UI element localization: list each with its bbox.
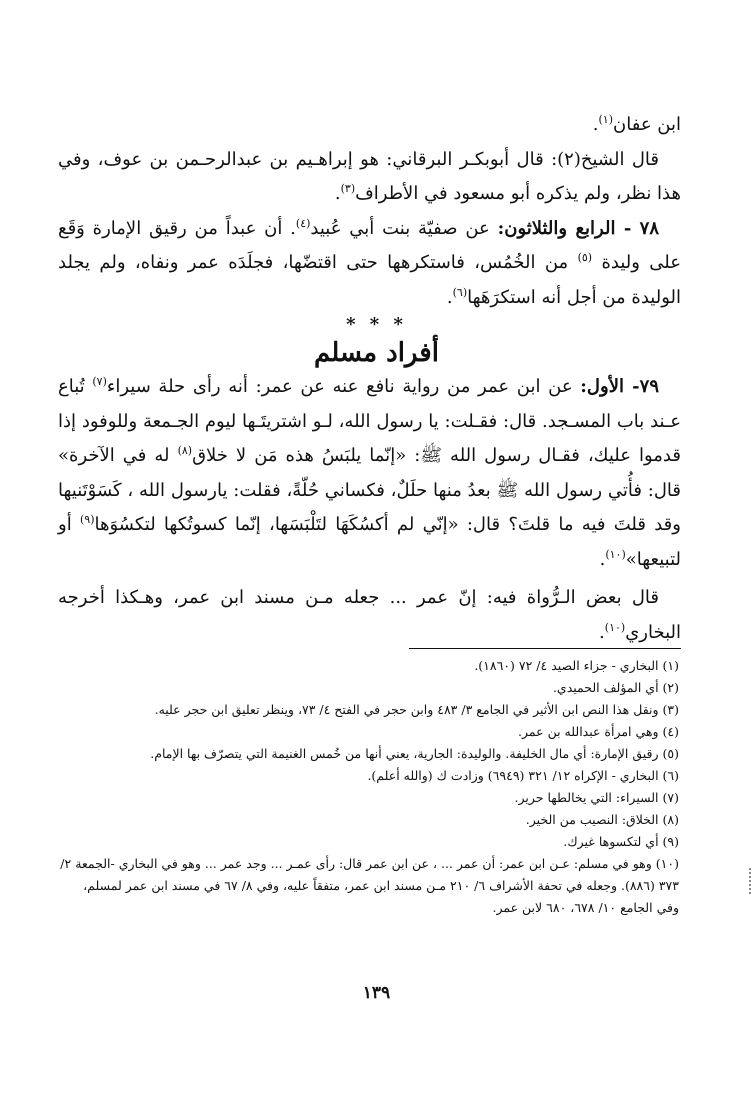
footnote-1: (١) البخاري - جزاء الصيد ٤/ ٧٢ (١٨٦٠). bbox=[474, 658, 679, 673]
hadith-79-end: . bbox=[599, 548, 606, 570]
hadith-78-end: . bbox=[446, 286, 453, 308]
footnote-4: (٤) وهي امرأة عبدالله بن عمر. bbox=[518, 724, 679, 739]
hadith-78-label: ٧٨ - الرابع والثلاثون: bbox=[497, 217, 659, 239]
hadith-78-text-2: . أن عبداً من رقيق الإمارة وَقَع على وليدة bbox=[58, 217, 681, 273]
section-divider-stars: * * * bbox=[346, 314, 407, 335]
section-heading: أفراد مسلم bbox=[314, 338, 439, 368]
footnote-ref: (٣) bbox=[340, 182, 356, 195]
footnote-separator bbox=[409, 648, 681, 649]
paragraph-1 bbox=[58, 108, 681, 143]
footnote-ref: (٦) bbox=[452, 285, 468, 299]
hadith-79-text-1: عن ابن عمر من رواية نافع عنه عن عمر: أنه رأى حلة سيراء bbox=[106, 376, 573, 397]
footnote-10: (١٠) وهو في مسلم: عـن ابن عمر: أن عمر ... ، عن ابن عمر قال: رأى عمـر ... وجد عمر ... وهو في البخاري -الجمعة ٢/ ٣٧٣ (٨٨٦). وجعله في تحفة الأشراف ٦/ ٢١٠ مـن مسند ابن عمر، متفقاً عليه، وفي ٨/ ٦٧ في مسند ابن عمر لمسلم، وفي الجامع ١٠/ ٦٧٨، ٦٨٠ لابن عمر. bbox=[60, 856, 679, 915]
main-text-top bbox=[58, 108, 681, 315]
footnote-ref: (١٠) bbox=[604, 620, 626, 634]
hadith-78 bbox=[58, 212, 681, 316]
footnote-2: (٢) أي المؤلف الحميدي. bbox=[552, 680, 679, 695]
p2-end: . bbox=[334, 183, 341, 204]
hadith-79-label: ٧٩- الأول: bbox=[580, 376, 659, 397]
p2-text: قال الشيخ(٢): قال أبوبكـر البرقاني: هو إبراهـيم بن عبدالرحـمن بن عوف، وفي هذا نظر، ولم يذكره أبو مسعود في الأطراف bbox=[58, 148, 681, 204]
hadith-79-text-4: أو لتبيعها» bbox=[58, 514, 681, 570]
footnote-9: (٩) أي لتكسوها غيرك. bbox=[563, 834, 679, 849]
hadith-79 bbox=[58, 370, 681, 577]
p1-end: . bbox=[592, 114, 599, 135]
paragraph-2 bbox=[58, 143, 681, 212]
hadith-78-text-1: عن صفيّة بنت أبي عُبيد bbox=[310, 217, 490, 239]
hadith-78-text-3: من الخُمُس، فاستكرهها حتى اقتضّها، فجلَدَه عمر ونفاه، ولم يجلد الوليدة من أجل أنه استكرَهَها bbox=[58, 252, 681, 308]
footnote-ref: (١) bbox=[598, 113, 614, 126]
hadith-79-text-3: له في الآخرة» قال: فأُتي رسول الله ﷺ بعدُ منها حلَلٌ، فكساني حُلّةً، فقلت: يارسول الله ، كَسَوْتَنيها وقد قلتَ فيه ما قلتَ؟ قال: «إنّي لم أكسُكَهَا لتَلْبَسَها، إنّما كسوتُكها لتكسُوَها bbox=[58, 445, 681, 535]
scan-edge-mark bbox=[746, 868, 751, 894]
main-text-bottom bbox=[58, 370, 681, 650]
footnote-ref: (٥) bbox=[577, 251, 593, 264]
paragraph-5 bbox=[58, 581, 681, 650]
footnote-5: (٥) رقيق الإمارة: أي مال الخليفة. والوليدة: الجارية، يعني أنها من خُمس الغنيمة التي يتصرّف بها الإمام. bbox=[150, 746, 679, 761]
p5-text: قال بعض الـرُّواة فيه: إنّ عمر ... جعله مـن مسند ابن عمر، وهـكذا أخرجه البخاري bbox=[58, 587, 681, 643]
footnote-7: (٧) السيراء: التي يخالطها حرير. bbox=[514, 790, 679, 805]
hadith-79-text-2: تُباع عـند باب المسـجد. قال: فقـلت: يا رسول الله، لـو اشتريتَـها ليوم الجـمعة وللوفود إذا قدموا عليك، فقـال رسول الله ﷺ: «إنّما يلبَسُ هذه مَن لا خلاق bbox=[58, 376, 681, 466]
footnote-ref: (٩) bbox=[79, 513, 95, 526]
page-number: ١٣٩ bbox=[362, 983, 391, 1003]
footnote-ref: (١٠) bbox=[605, 547, 626, 561]
footnote-ref: (٤) bbox=[295, 216, 311, 230]
footnote-3: (٣) ونقل هذا النص ابن الأثير في الجامع ٣/ ٤٨٣ وابن حجر في الفتح ٤/ ٧٣، وينظر تعليق ابن حجر عليه. bbox=[154, 702, 679, 717]
footnote-ref: (٧) bbox=[92, 375, 107, 388]
footnote-6: (٦) البخاري - الإكراه ١٢/ ٣٢١ (٦٩٤٩) وزادت ك (والله أعلم). bbox=[367, 768, 679, 783]
footnote-8: (٨) الخلاق: النصيب من الخير. bbox=[525, 812, 679, 827]
p5-end: . bbox=[599, 621, 605, 643]
p1-text: ابن عفان bbox=[613, 114, 681, 135]
footnote-ref: (٨) bbox=[177, 444, 193, 457]
footnotes bbox=[60, 655, 679, 919]
